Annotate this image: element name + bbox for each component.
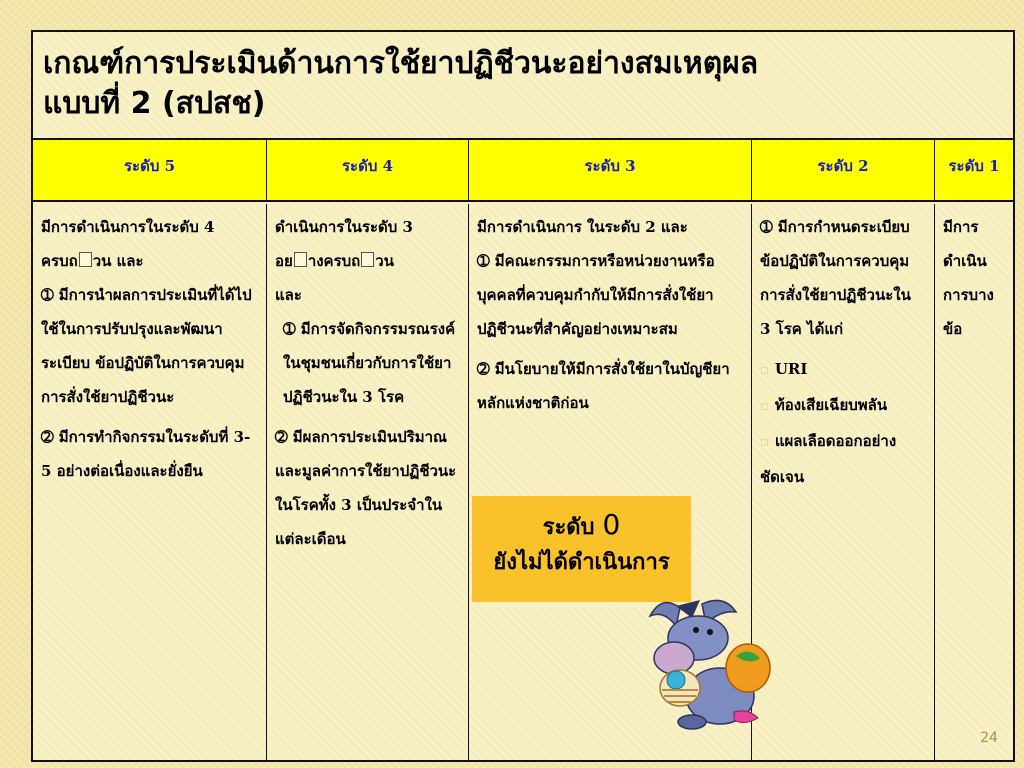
column-level-2 [752,204,935,760]
level2-bullet-1: ▫ URI [760,360,808,378]
level5-item-1: ➀ มีการนำผลการประเมินที่ได้ไปใช้ในการปรับปรุงและพัฒนาระเบียบ ข้อปฏิบัติในการควบคุมการสั่งใช้ยาปฏิชีวนะ [41,286,252,406]
level5-intro-b2: วน และ [92,252,144,270]
criteria-header-row [33,138,1013,202]
level5-intro-a: มีการดำเนินการในระดับ 4 [41,218,215,236]
callout-status: ยังไม่ได้ดำเนินการ [493,550,670,575]
slide-title [43,44,1003,124]
level3-intro: มีการดำเนินการ ในระดับ 2 และ [477,218,688,236]
slide-frame [31,30,1015,762]
column-level-4 [267,204,469,760]
level3-item-1: ➀ มีคณะกรรมการหรือหน่วยงานหรือบุคคลที่ควบคุมกำกับให้มีการสั่งใช้ยาปฏิชีวนะที่สำคัญอย่างเหมาะสม [477,252,715,338]
bullet-icon: ▫ [760,399,769,414]
missing-glyph-box [79,252,92,267]
bullet-icon: ▫ [760,363,769,378]
callout-level-number: 0 [602,508,621,541]
bullet-icon: ▫ [760,435,769,450]
header-level-2: ระดับ 2 [752,140,935,200]
level3-item-2: ➁ มีนโยบายให้มีการสั่งใช้ยาในบัญชียาหลักแห่งชาติก่อน [477,360,730,412]
level4-item-2: ➁ มีผลการประเมินปริมาณและมูลค่าการใช้ยาปฏิชีวนะในโรคทั้ง 3 เป็นประจำในแต่ละเดือน [275,428,457,548]
level2-item-1: ➀ มีการกำหนดระเบียบข้อปฏิบัติในการควบคุมการสั่งใช้ยาปฏิชีวนะใน 3 โรค ได้แก่ [760,218,911,338]
title-line-2: แบบที่ 2 (สปสช) [43,86,266,121]
title-line-1: เกณฑ์การประเมินด้านการใช้ยาปฏิชีวนะอย่างสมเหตุผล [43,46,759,81]
missing-glyph-box [294,252,307,267]
level4-intro-b2: างครบถ [307,252,361,270]
level-0-callout [472,496,691,602]
header-level-1: ระดับ 1 [948,157,1000,175]
level4-item-1: ➀ มีการจัดกิจกรรมรณรงค์ในชุมชนเกี่ยวกับการใช้ยาปฏิชีวนะใน 3 โรค [283,320,456,406]
column-level-5 [33,204,267,760]
level1-text: มีการดำเนินการบางข้อ [943,218,994,338]
level5-intro-b1: ครบถ [41,252,78,270]
callout-level-label: ระดับ [542,515,595,540]
column-level-1 [935,204,1013,760]
level5-item-2: ➁ มีการทำกิจกรรมในระดับที่ 3-5 อย่างต่อเนื่องและยั่งยืน [41,428,251,480]
missing-glyph-box [361,252,374,267]
level2-bullet-2: ▫ ท้องเสียเฉียบพลัน [760,396,888,414]
level4-intro-b3: วน [375,252,394,270]
level4-intro-c: และ [275,286,302,304]
level4-intro-a: ดำเนินการในระดับ 3 [275,218,413,236]
header-level-4: ระดับ 4 [267,140,469,200]
level4-intro-b1: อย [275,252,293,270]
header-level-5: ระดับ 5 [33,140,267,200]
page-number: 24 [980,730,998,746]
header-level-3: ระดับ 3 [469,140,752,200]
level2-bullet-3: ▫ แผลเลือดออกอย่างชัดเจน [760,432,897,486]
donkey-mascot-illustration [640,596,772,736]
